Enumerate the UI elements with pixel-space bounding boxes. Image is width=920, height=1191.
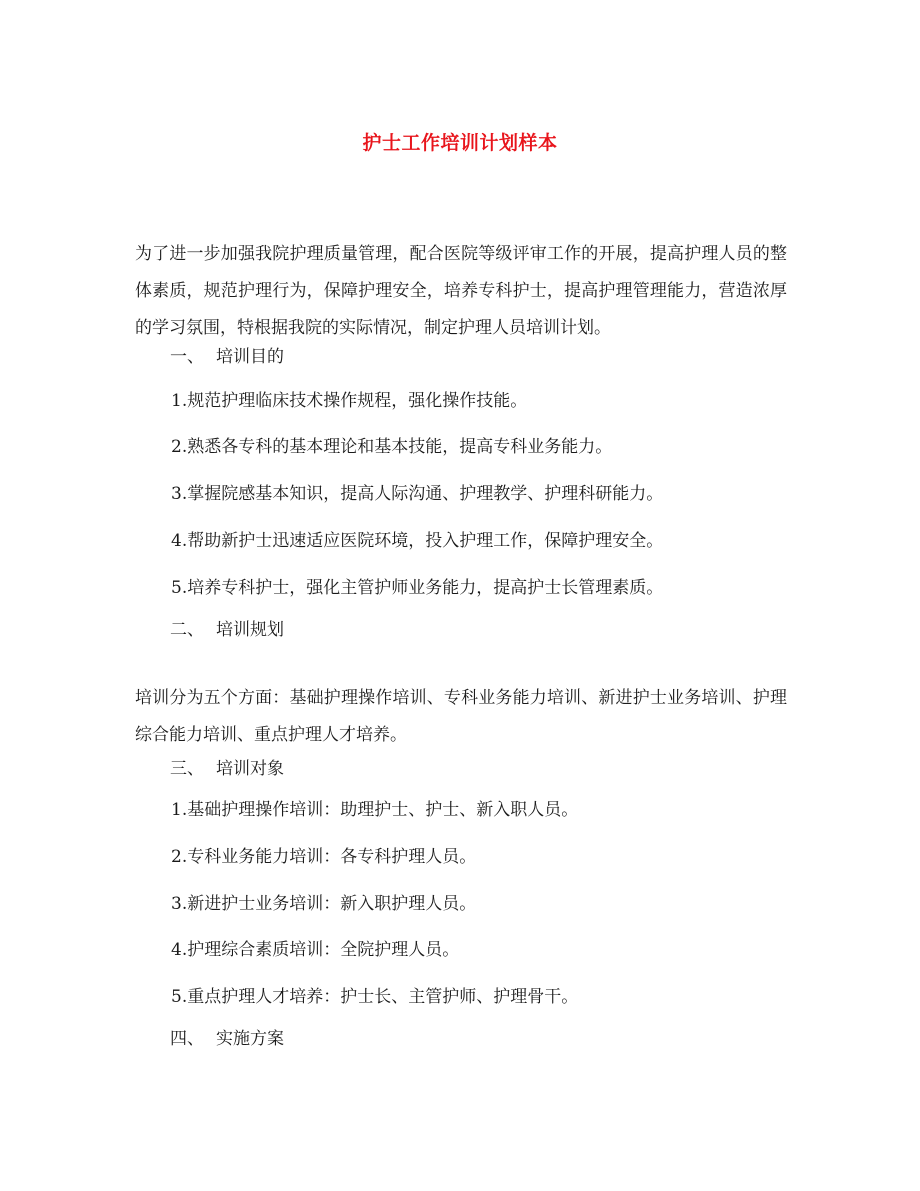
section3-heading — [170, 757, 284, 781]
document-title: 护士工作培训计划样本 — [362, 132, 558, 154]
intro-paragraph: 为了进一步加强我院护理质量管理，配合医院等级评审工作的开展，提高护理人员的整体素质，规范护理行为，保障护理安全，培养专科护士，提高护理管理能力，营造浓厚的学习氛围，特根据我院的实际情况，制定护理人员培训计划。 — [135, 244, 787, 338]
section3-item-3: 3.新进护士业务培训：新入职护理人员。 — [171, 894, 477, 914]
section1-number: 一、 — [170, 347, 204, 367]
section2-heading — [170, 618, 284, 642]
section2-number: 二、 — [170, 620, 204, 640]
section3-number: 三、 — [170, 759, 204, 779]
section1-item-4: 4.帮助新护士迅速适应医院环境，投入护理工作，保障护理安全。 — [171, 531, 664, 551]
section4-heading — [170, 1027, 284, 1051]
section4-title: 实施方案 — [216, 1029, 284, 1049]
section2-title: 培训规划 — [216, 620, 284, 640]
section3-item-4: 4.护理综合素质培训：全院护理人员。 — [171, 940, 460, 960]
section3-title: 培训对象 — [216, 759, 284, 779]
section1-item-5: 5.培养专科护士，强化主管护师业务能力，提高护士长管理素质。 — [171, 578, 664, 598]
section1-item-2: 2.熟悉各专科的基本理论和基本技能，提高专科业务能力。 — [171, 437, 613, 457]
section3-item-5: 5.重点护理人才培养：护士长、主管护师、护理骨干。 — [171, 987, 579, 1007]
section1-title: 培训目的 — [216, 347, 284, 367]
section2-paragraph: 培训分为五个方面：基础护理操作培训、专科业务能力培训、新进护士业务培训、护理综合能力培训、重点护理人才培养。 — [135, 688, 787, 745]
section1-item-1: 1.规范护理临床技术操作规程，强化操作技能。 — [171, 391, 528, 411]
section3-item-2: 2.专科业务能力培训：各专科护理人员。 — [171, 847, 477, 867]
section1-heading — [170, 345, 284, 369]
section1-item-3: 3.掌握院感基本知识，提高人际沟通、护理教学、护理科研能力。 — [171, 484, 664, 504]
section4-number: 四、 — [170, 1029, 204, 1049]
section3-item-1: 1.基础护理操作培训：助理护士、护士、新入职人员。 — [171, 800, 579, 820]
